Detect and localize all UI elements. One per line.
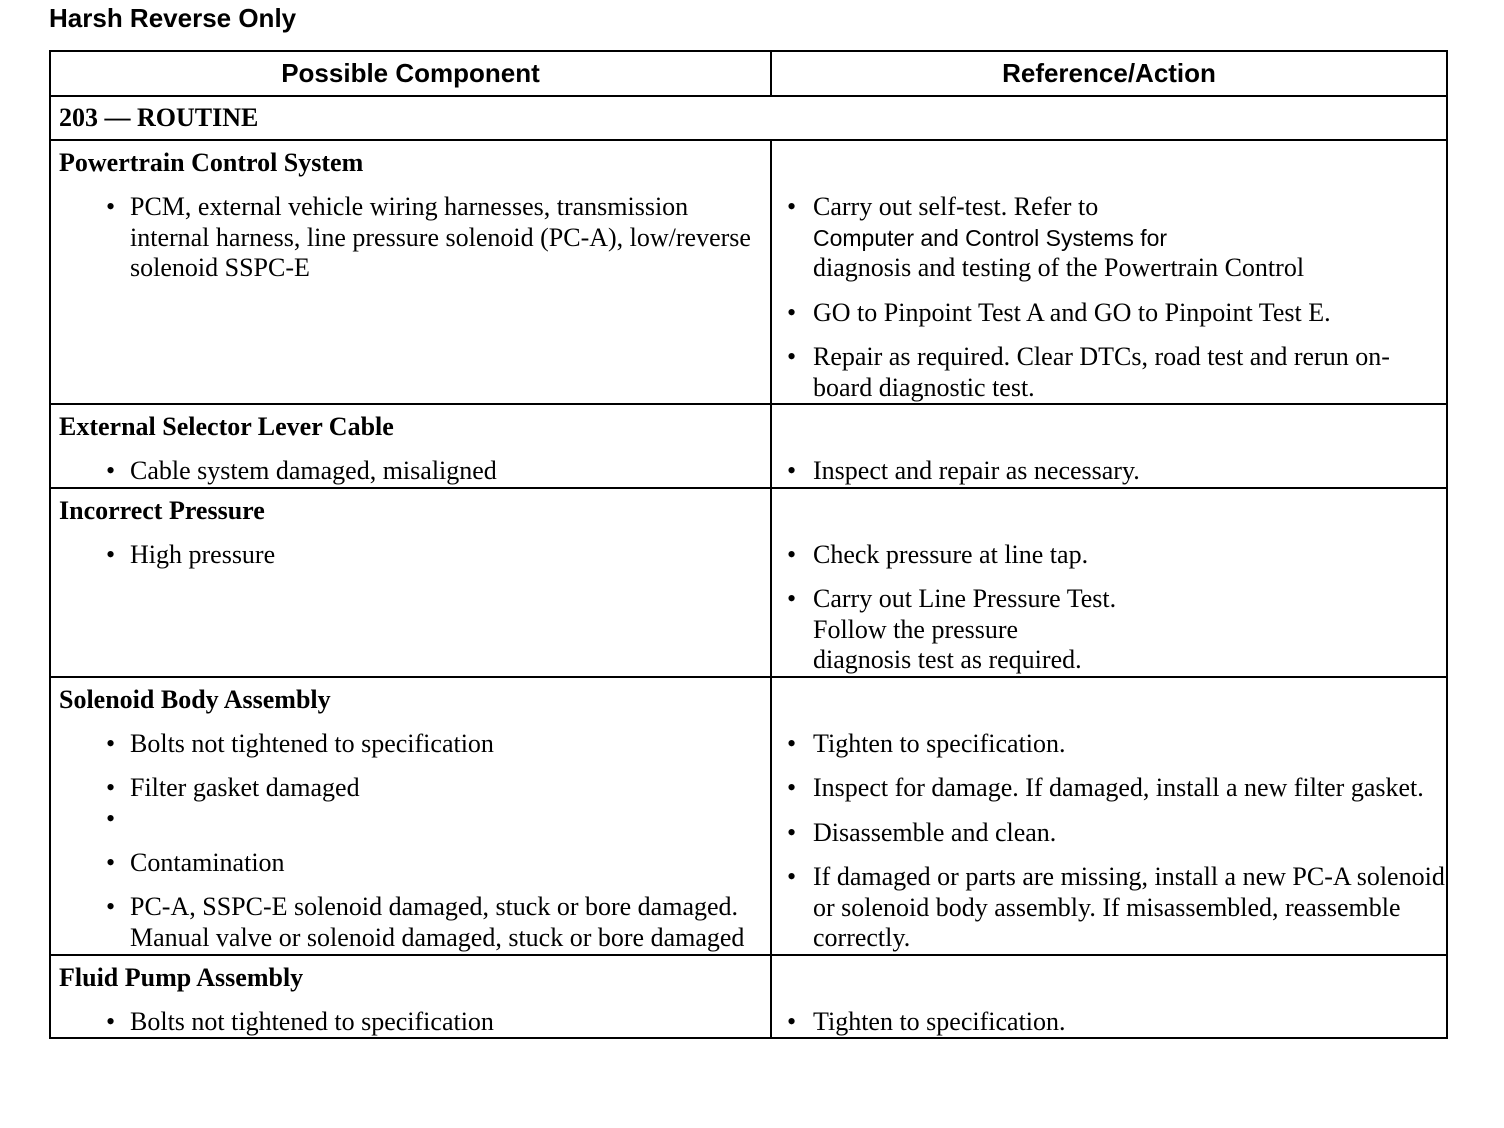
action-cell [771,955,1447,1039]
action-text: Carry out self-test. Refer to [813,192,1099,221]
table-row [50,404,1447,488]
action-text: diagnosis test as required. [813,645,1082,674]
routine-label: 203 — ROUTINE [50,96,1447,140]
component-cell [50,404,771,488]
diagnosis-table [49,50,1448,1039]
table-row [50,677,1447,955]
action-cell [771,488,1447,677]
action-text: diagnosis and testing of the Powertrain Control [813,253,1305,282]
action-item [772,192,1446,284]
group-title: Fluid Pump Assembly [59,962,304,992]
action-cell [771,140,1447,404]
table-header-row [50,51,1447,96]
component-item: • Bolts not tightened to specification [51,729,770,760]
component-item: • High pressure [51,540,770,571]
group-title: External Selector Lever Cable [59,412,394,441]
component-cell [50,140,771,404]
action-item: • Inspect for damage. If damaged, install a new filter gasket. [772,773,1446,804]
component-item: • PCM, external vehicle wiring harnesses, transmission internal harness, line pressure solenoid (PC-A), low/reverse solenoid SSPC-E [51,192,770,284]
group-title: Powertrain Control System [59,148,364,177]
table-row [50,955,1447,1039]
action-item: • Repair as required. Clear DTCs, road test and rerun on-board diagnostic test. [772,342,1446,403]
group-title: Solenoid Body Assembly [59,684,331,714]
page-title: Harsh Reverse Only [49,3,297,33]
component-cell [50,677,771,955]
action-item: • Disassemble and clean. [772,818,1446,849]
action-cell [771,677,1447,955]
component-item: • Contamination [51,848,770,879]
component-cell [50,488,771,677]
reference-link[interactable]: Computer and Control Systems for [813,224,1168,251]
header-reference-action: Reference/Action [771,51,1447,96]
routine-row [50,96,1447,140]
component-item: • Filter gasket damaged [51,773,770,804]
table-row [50,488,1447,677]
action-text: Carry out Line Pressure Test. [813,584,1117,613]
action-item [772,584,1446,676]
action-item: • Inspect and repair as necessary. [772,456,1446,487]
action-item: • GO to Pinpoint Test A and GO to Pinpoint Test E. [772,298,1446,329]
component-cell [50,955,771,1039]
component-item: • PC-A, SSPC-E solenoid damaged, stuck or bore damaged. Manual valve or solenoid damaged, stuck or bore damaged [51,892,770,953]
action-item: • Tighten to specification. [772,729,1446,760]
action-item: • Tighten to specification. [772,1007,1446,1038]
component-item: • Cable system damaged, misaligned [51,456,770,487]
action-item: • Check pressure at line tap. [772,540,1446,571]
group-title: Incorrect Pressure [59,495,265,525]
table-row [50,140,1447,404]
header-possible-component: Possible Component [50,51,771,96]
component-item: • Bolts not tightened to specification [51,1007,770,1038]
reference-link[interactable]: Follow the pressure [813,614,1019,644]
action-cell [771,404,1447,488]
action-item: • If damaged or parts are missing, install a new PC-A solenoid or solenoid body assembly. If misassembled, reassemble correctly. [772,862,1446,954]
